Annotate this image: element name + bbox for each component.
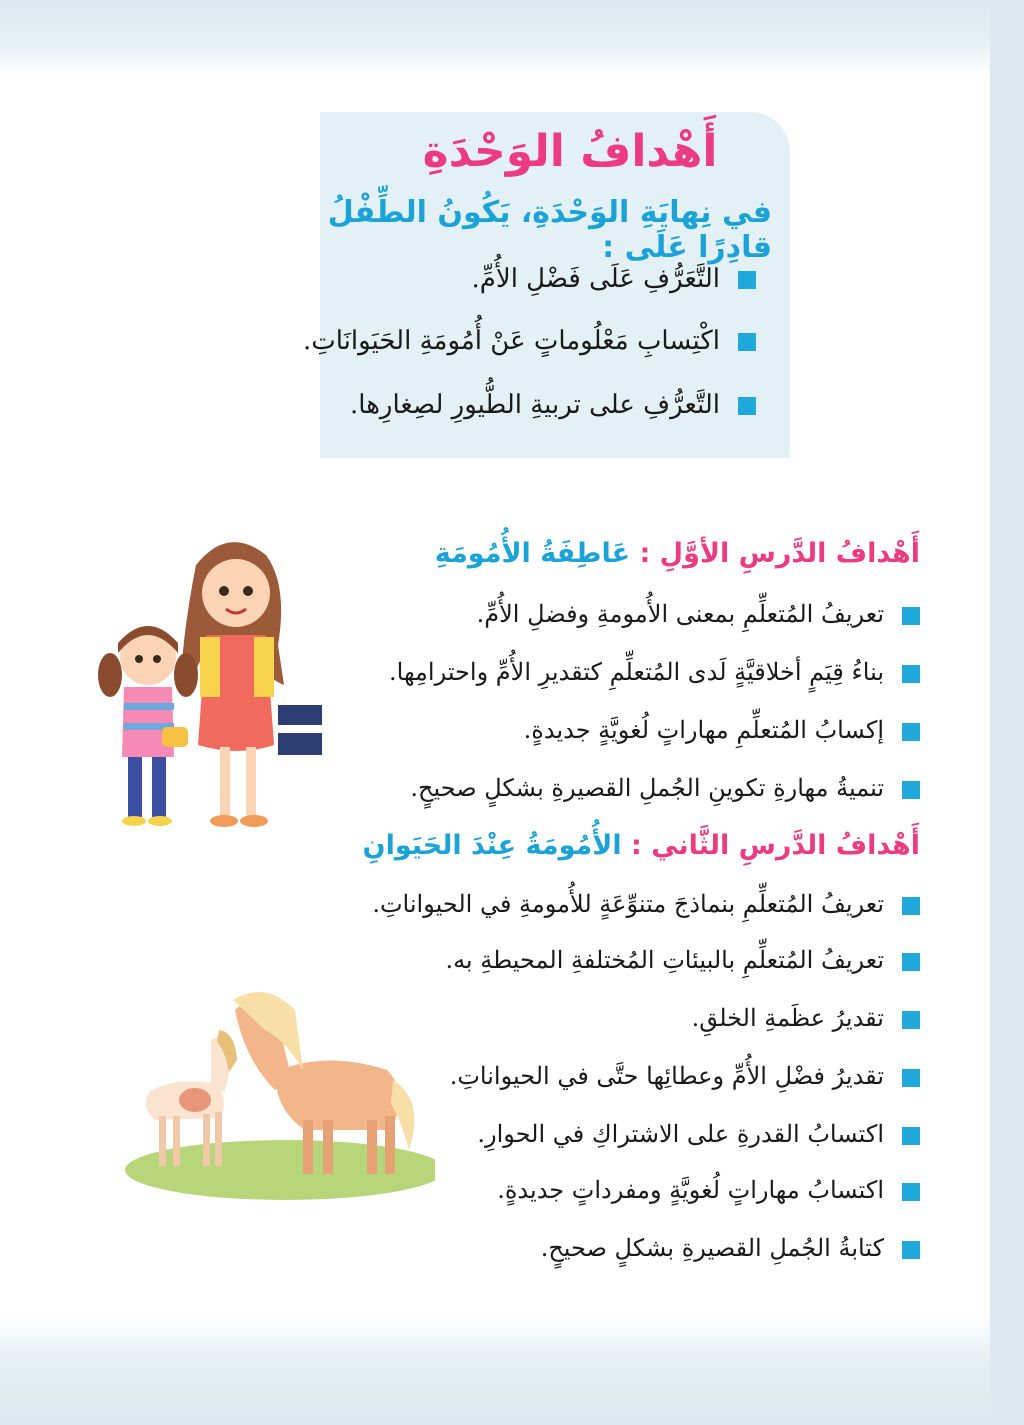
- lesson1-item: بناءُ قِيَمٍ أخلاقيَّةٍ لَدى المُتعلِّمِ كتقديرِ الأُمِّ واحترامِها.: [389, 658, 920, 686]
- lesson2-label: أَهْدافُ الدَّرسِ الثَّاني :: [631, 830, 920, 861]
- unit-subtitle: في نِهايَةِ الوَحْدَةِ، يَكُونُ الطِّفْلُ قادِرًا عَلَى :: [327, 195, 772, 265]
- mother-daughter-illustration: [88, 525, 348, 845]
- square-bullet-icon: [902, 897, 920, 915]
- unit-title: أَهْدافُ الوَحْدَةِ: [422, 126, 718, 177]
- square-bullet-icon: [902, 1183, 920, 1201]
- page-bottom-edge: [0, 1315, 1024, 1425]
- lesson2-item: تعريفُ المُتعلِّمِ بنماذجَ متنوِّعَةٍ للأُمومةِ في الحيواناتِ.: [372, 890, 920, 918]
- square-bullet-icon: [738, 271, 756, 289]
- square-bullet-icon: [902, 607, 920, 625]
- square-bullet-icon: [902, 1069, 920, 1087]
- mare-foal-illustration: [125, 980, 435, 1200]
- lesson2-heading: [363, 830, 920, 861]
- square-bullet-icon: [902, 1011, 920, 1029]
- square-bullet-icon: [902, 1127, 920, 1145]
- unit-item: التَّعرُّفِ على تربيةِ الطُّيورِ لصِغارِها.: [350, 390, 756, 420]
- lesson2-item: تعريفُ المُتعلِّمِ بالبيئاتِ المُختلفةِ المحيطةِ به.: [445, 946, 920, 974]
- lesson1-title: عَاطِفَةُ الأُمُومَةِ: [434, 538, 631, 569]
- lesson1-label: أَهْدافُ الدَّرسِ الأوَّلِ :: [639, 538, 920, 569]
- page-top-edge: [0, 0, 1024, 75]
- lesson2-title: الأُمُومَةُ عِنْدَ الحَيَوانِ: [362, 830, 622, 861]
- square-bullet-icon: [902, 781, 920, 799]
- lesson1-item: تنميةُ مهارةِ تكوينِ الجُملِ القصيرةِ بشكلٍ صحيحٍ.: [410, 774, 920, 802]
- lesson1-heading: [435, 538, 920, 569]
- square-bullet-icon: [738, 333, 756, 351]
- lesson2-item: اكتسابُ مهاراتٍ لُغويَّةٍ ومفرداتٍ جديدةٍ.: [497, 1176, 920, 1204]
- page-right-edge: [990, 0, 1024, 1425]
- square-bullet-icon: [902, 723, 920, 741]
- square-bullet-icon: [738, 397, 756, 415]
- unit-item: التَّعَرُّفِ عَلَى فَضْلِ الأُمِّ.: [472, 264, 757, 294]
- lesson1-item: تعريفُ المُتعلِّمِ بمعنى الأُمومةِ وفضلِ الأُمِّ.: [477, 600, 920, 628]
- square-bullet-icon: [902, 1241, 920, 1259]
- lesson2-item: اكتسابُ القدرةِ على الاشتراكِ في الحوارِ.: [477, 1120, 920, 1148]
- unit-item: اكْتِسابِ مَعْلُوماتٍ عَنْ أُمُومَةِ الحَيَوانَاتِ.: [303, 326, 756, 356]
- lesson1-item: إكسابُ المُتعلِّمِ مهاراتٍ لُغويَّةٍ جديدةٍ.: [524, 716, 920, 744]
- lesson2-item: تقديرُ فضْلِ الأُمِّ وعطائِها حتَّى في الحيواناتِ.: [450, 1062, 920, 1090]
- lesson2-item: كتابةُ الجُملِ القصيرةِ بشكلٍ صحيحٍ.: [541, 1234, 920, 1262]
- square-bullet-icon: [902, 953, 920, 971]
- lesson2-item: تقديرُ عظَمةِ الخلقِ.: [692, 1004, 920, 1032]
- square-bullet-icon: [902, 665, 920, 683]
